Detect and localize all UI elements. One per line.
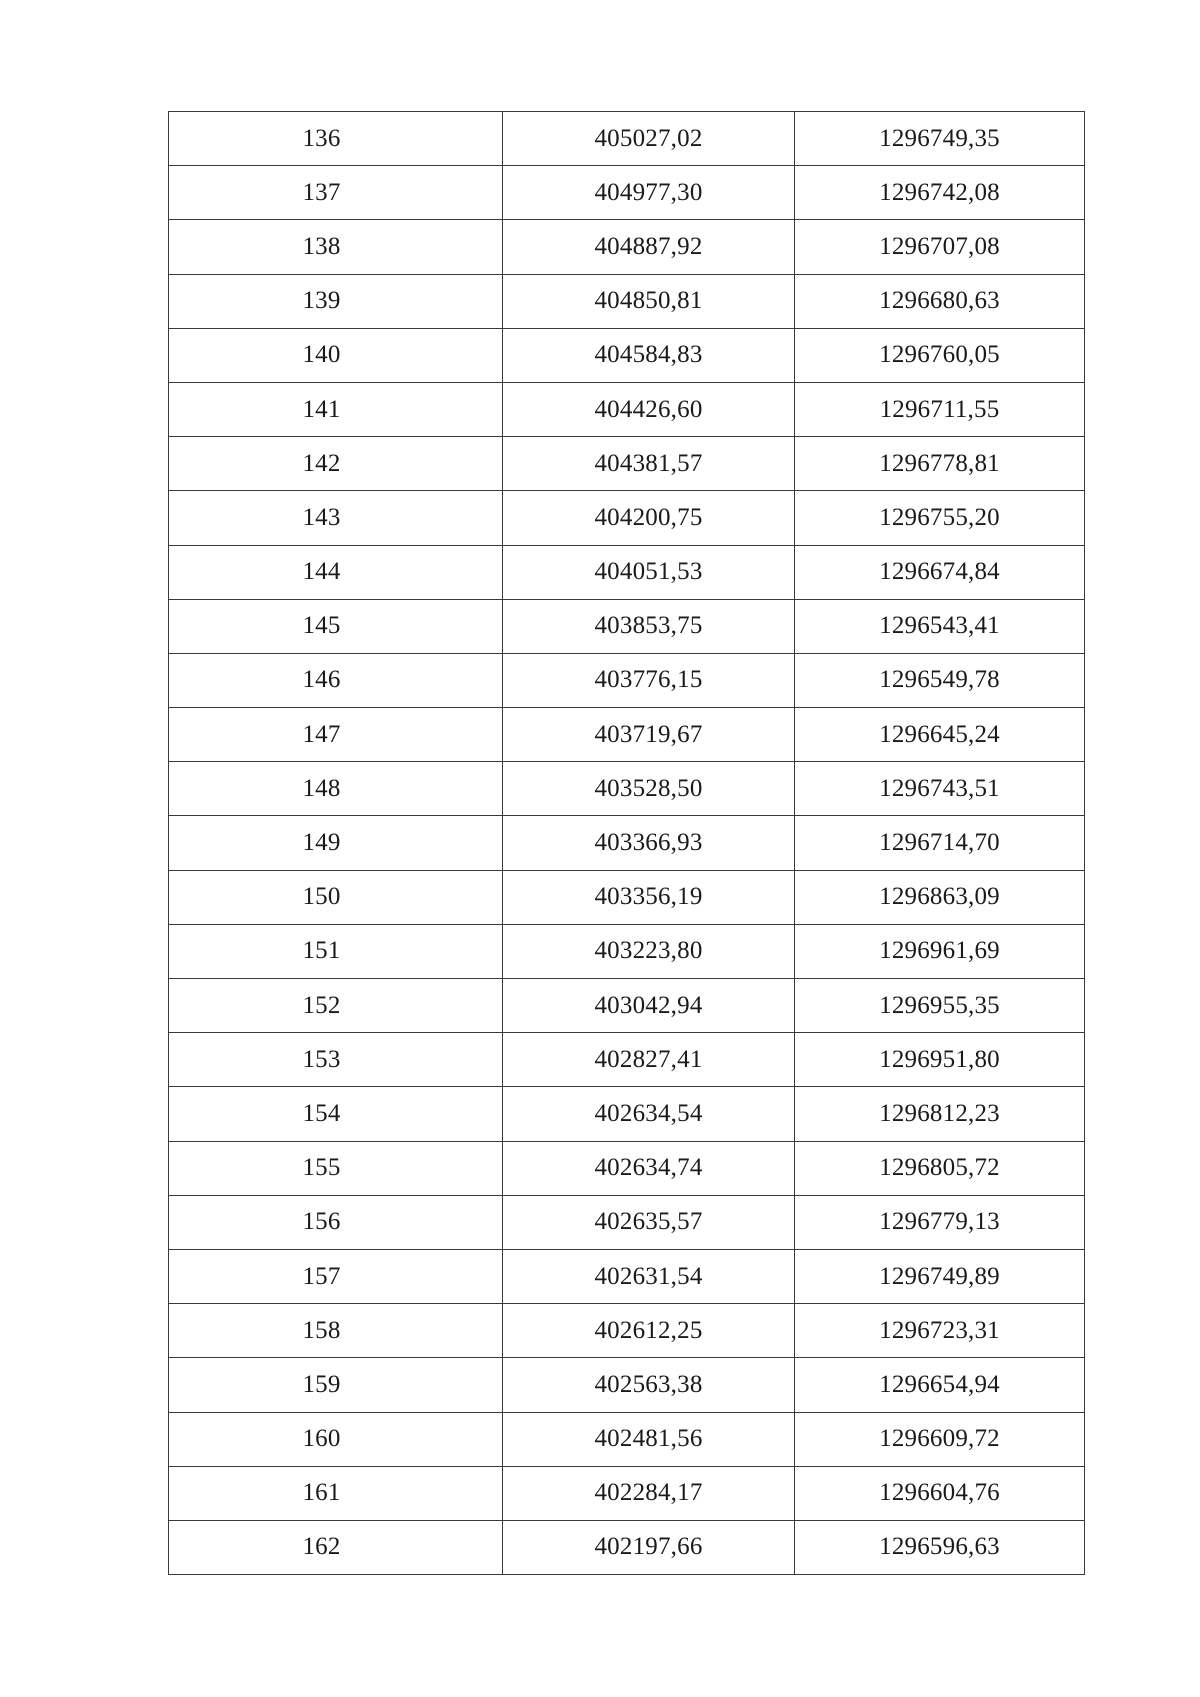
table-row [169, 599, 1085, 653]
coord-x-cell: 402827,41 [503, 1033, 795, 1087]
coord-x-cell: 404850,81 [503, 274, 795, 328]
coord-y-cell: 1296609,72 [795, 1412, 1085, 1466]
coord-x-cell: 402563,38 [503, 1358, 795, 1412]
coord-x-cell: 402635,57 [503, 1195, 795, 1249]
point-number-cell: 149 [169, 816, 503, 870]
table-row [169, 1412, 1085, 1466]
coord-x-cell: 402612,25 [503, 1304, 795, 1358]
point-number-cell: 145 [169, 599, 503, 653]
table-row [169, 112, 1085, 166]
coord-y-cell: 1296680,63 [795, 274, 1085, 328]
coord-x-cell: 403776,15 [503, 653, 795, 707]
table-row [169, 328, 1085, 382]
table-row [169, 274, 1085, 328]
coord-y-cell: 1296863,09 [795, 870, 1085, 924]
point-number-cell: 143 [169, 491, 503, 545]
coord-y-cell: 1296723,31 [795, 1304, 1085, 1358]
coord-x-cell: 403853,75 [503, 599, 795, 653]
coord-y-cell: 1296951,80 [795, 1033, 1085, 1087]
point-number-cell: 137 [169, 166, 503, 220]
coord-y-cell: 1296779,13 [795, 1195, 1085, 1249]
point-number-cell: 159 [169, 1358, 503, 1412]
coord-x-cell: 404584,83 [503, 328, 795, 382]
coord-x-cell: 403366,93 [503, 816, 795, 870]
coord-y-cell: 1296742,08 [795, 166, 1085, 220]
point-number-cell: 140 [169, 328, 503, 382]
coord-y-cell: 1296812,23 [795, 1087, 1085, 1141]
coord-x-cell: 404051,53 [503, 545, 795, 599]
point-number-cell: 144 [169, 545, 503, 599]
table-row [169, 1249, 1085, 1303]
table-row [169, 1087, 1085, 1141]
coord-x-cell: 402481,56 [503, 1412, 795, 1466]
coord-x-cell: 402634,74 [503, 1141, 795, 1195]
table-row [169, 1195, 1085, 1249]
table-row [169, 220, 1085, 274]
point-number-cell: 146 [169, 653, 503, 707]
coord-y-cell: 1296645,24 [795, 708, 1085, 762]
table-row [169, 870, 1085, 924]
point-number-cell: 158 [169, 1304, 503, 1358]
table-row [169, 924, 1085, 978]
coord-y-cell: 1296549,78 [795, 653, 1085, 707]
table-row [169, 437, 1085, 491]
table-row [169, 1520, 1085, 1574]
coord-y-cell: 1296654,94 [795, 1358, 1085, 1412]
table-row [169, 816, 1085, 870]
table-row [169, 762, 1085, 816]
table-row [169, 545, 1085, 599]
coord-y-cell: 1296714,70 [795, 816, 1085, 870]
coordinates-table-body [169, 112, 1085, 1575]
coord-x-cell: 403356,19 [503, 870, 795, 924]
coord-y-cell: 1296955,35 [795, 979, 1085, 1033]
table-row [169, 653, 1085, 707]
coord-x-cell: 404426,60 [503, 382, 795, 436]
coord-y-cell: 1296743,51 [795, 762, 1085, 816]
point-number-cell: 138 [169, 220, 503, 274]
coord-y-cell: 1296543,41 [795, 599, 1085, 653]
coord-y-cell: 1296760,05 [795, 328, 1085, 382]
point-number-cell: 161 [169, 1466, 503, 1520]
point-number-cell: 139 [169, 274, 503, 328]
coord-y-cell: 1296755,20 [795, 491, 1085, 545]
point-number-cell: 153 [169, 1033, 503, 1087]
coord-x-cell: 404977,30 [503, 166, 795, 220]
coord-y-cell: 1296604,76 [795, 1466, 1085, 1520]
coord-x-cell: 402284,17 [503, 1466, 795, 1520]
coord-x-cell: 403223,80 [503, 924, 795, 978]
coord-x-cell: 402631,54 [503, 1249, 795, 1303]
coord-y-cell: 1296707,08 [795, 220, 1085, 274]
coord-x-cell: 404200,75 [503, 491, 795, 545]
point-number-cell: 147 [169, 708, 503, 762]
point-number-cell: 162 [169, 1520, 503, 1574]
coord-x-cell: 404887,92 [503, 220, 795, 274]
coord-x-cell: 403528,50 [503, 762, 795, 816]
table-row [169, 166, 1085, 220]
coord-x-cell: 403719,67 [503, 708, 795, 762]
coord-x-cell: 403042,94 [503, 979, 795, 1033]
table-row [169, 1304, 1085, 1358]
coord-y-cell: 1296749,35 [795, 112, 1085, 166]
coord-y-cell: 1296711,55 [795, 382, 1085, 436]
table-row [169, 1358, 1085, 1412]
point-number-cell: 160 [169, 1412, 503, 1466]
coord-x-cell: 405027,02 [503, 112, 795, 166]
table-row [169, 1141, 1085, 1195]
point-number-cell: 156 [169, 1195, 503, 1249]
coordinates-table [168, 111, 1085, 1575]
table-row [169, 491, 1085, 545]
point-number-cell: 154 [169, 1087, 503, 1141]
coord-y-cell: 1296674,84 [795, 545, 1085, 599]
point-number-cell: 150 [169, 870, 503, 924]
point-number-cell: 142 [169, 437, 503, 491]
table-row [169, 708, 1085, 762]
point-number-cell: 155 [169, 1141, 503, 1195]
coord-x-cell: 402634,54 [503, 1087, 795, 1141]
point-number-cell: 136 [169, 112, 503, 166]
table-row [169, 1466, 1085, 1520]
table-row [169, 382, 1085, 436]
coord-y-cell: 1296805,72 [795, 1141, 1085, 1195]
table-row [169, 1033, 1085, 1087]
coord-y-cell: 1296961,69 [795, 924, 1085, 978]
coord-x-cell: 402197,66 [503, 1520, 795, 1574]
coord-y-cell: 1296778,81 [795, 437, 1085, 491]
point-number-cell: 151 [169, 924, 503, 978]
coord-y-cell: 1296596,63 [795, 1520, 1085, 1574]
point-number-cell: 141 [169, 382, 503, 436]
coord-y-cell: 1296749,89 [795, 1249, 1085, 1303]
point-number-cell: 157 [169, 1249, 503, 1303]
coord-x-cell: 404381,57 [503, 437, 795, 491]
point-number-cell: 152 [169, 979, 503, 1033]
point-number-cell: 148 [169, 762, 503, 816]
table-row [169, 979, 1085, 1033]
